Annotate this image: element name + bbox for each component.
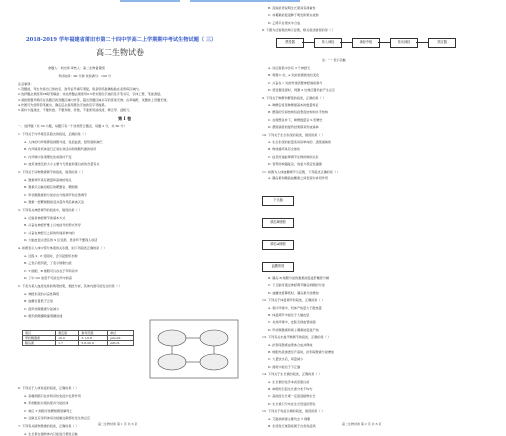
answer-option: B. 刺激 b 处，a 处能检测到电位变化 [268, 73, 320, 78]
answer-option: C. 赤霉素能促进种子萌发和果实成熟 [268, 13, 319, 18]
answer-option: A. 生长素在植物体内只能进行极性运输 [24, 431, 78, 436]
question-stem: 3. 下列有关神经调节的叙述中，错误的是（ ） [18, 208, 82, 212]
note-line: 3.请按照题号顺序在各题目的答题区域内作答，超出答题区域书写的答案无效；在草稿纸、试题卷上答题无效。 [18, 97, 170, 102]
exam-title: 2018-2019 学年福建省莆田市第二十四中学高二上学期期中考试生物试题（ 三） [26, 37, 217, 43]
answer-option: C. 高浓度生长素一定促进植物生长 [268, 394, 316, 399]
question-stem: 7. 下列有关植物激素的叙述，正确的是（ ） [18, 424, 79, 428]
diagram-box-effector: 效应器 [428, 38, 456, 48]
table-cell: 3.1-6.8 [79, 336, 108, 341]
question-stem: 9. 下列关于种群和群落的叙述，正确的是（ ） [262, 95, 326, 100]
lab-result-table [22, 330, 134, 346]
diagram-box-hypothalamus: 下丘脑 [262, 196, 294, 206]
answer-option: D. 渴觉中枢位于下丘脑 [268, 364, 301, 369]
answer-option: A. 激素调节具有微量和高效的特点 [24, 177, 72, 182]
answer-option: B. 物质循环具有全球性 [268, 147, 301, 152]
answer-option: D. 大脑皮层言语区的 S 区受损，患者听不懂别人讲话 [24, 238, 98, 243]
answer-option: B. 内环境是机体进行正常生命活动和细胞代谢的场所 [24, 147, 97, 152]
table-header-cell: 项目 [23, 331, 56, 336]
answer-option: B. 顶端优势说明生长素具有两重性 [268, 6, 316, 10]
diagram-caption: 注：“ ” 表示突触 [322, 58, 346, 62]
answer-option: A. 反射是神经调节的基本方式 [24, 215, 66, 220]
answer-option: A. 生长素的化学本质是蛋白质 [268, 379, 310, 384]
section-1-desc: 一、选择题（共 30 小题，每题只有一个选项符合题意，每题 2 分，共 60 分） [18, 124, 127, 128]
question-stem: 4. 如图表示人体中部分体液的关系图，则下列叙述正确的是（ ） [18, 246, 107, 250]
answer-option: D. 激素一经靶细胞接受并起作用后就被灭活 [24, 200, 85, 205]
table-row [23, 341, 134, 346]
answer-option: D. 组织细胞摄取葡萄糖加速 [24, 314, 63, 319]
answer-option: D. 血糖浓度降低时，胰岛素分泌增加 [268, 290, 319, 295]
answer-option: C. 大量饮水后，尿量减少 [268, 357, 304, 362]
question-stem: 1. 下列关于内环境及其稳态的叙述，正确的是（ ） [18, 132, 88, 136]
answer-option: C. T 细胞、B 细胞可以存在于甲和丙中 [24, 268, 78, 273]
diagram-box-afferent: 传入神经 [314, 38, 342, 48]
diagram-box-alpha-cell: 胰岛A细胞 [262, 240, 294, 250]
exam-subtitle: 高二生物试卷 [96, 48, 144, 57]
question-stem: 10. 下列关于生态系统的叙述，错误的是（ ） [262, 132, 325, 137]
answer-option: A. 寒冷环境中，机体产热量大于散热量 [268, 305, 322, 310]
answer-option: A. 人体的内环境即指细胞外液，包括血液、组织液和淋巴 [24, 139, 103, 144]
diagram-arrow [340, 42, 352, 43]
table-cell: 1.7 [56, 341, 79, 346]
question-stem: 11. 如图为人体血糖调节示意图，下列叙述正确的是（ ） [262, 169, 341, 174]
diagram-box-efferent: 传出神经 [390, 38, 418, 48]
note-line: 注意事项： [18, 82, 34, 86]
note-line: 2.选择题必须使用2B铅笔填涂；非选择题必须使用0.5毫米黑色字迹的签字笔书写，字体工整、笔迹清楚。 [18, 92, 164, 97]
answer-option: D. 甲状腺激素和肾上腺素能促进产热 [268, 327, 319, 332]
answer-option: C. 兴奋在 c 处的传递需要神经递质参与 [268, 80, 323, 85]
question-stem: 14. 下列关于生长素的叙述，正确的是（ ） [262, 372, 322, 377]
answer-option: B. 细胞外液渗透压升高时，抗利尿激素分泌增加 [268, 350, 335, 354]
meta-line-2: 考试时间：90 分钟 试卷满分：100 分 [58, 74, 112, 78]
table-header-cell: 单位 [108, 331, 134, 336]
section-1-label: 第 I 卷 [118, 116, 132, 121]
question-stem: 5. 下表为某人血液化验的两项结果，据此分析，其体内最可能发生的是（ ） [18, 284, 122, 288]
left-page-footer: 高二生物试卷 第 1 页 共 6 页 [98, 422, 138, 426]
answer-option: D. 血浆渗透压的大小主要与无机盐和蛋白质的含量有关 [24, 162, 100, 167]
question-stem: 15. 下列关于免疫失调的叙述，错误的是（ ） [262, 409, 325, 414]
table-cell: 胰岛素 [23, 341, 56, 346]
note-line: 1.答题前，考生先将自己的姓名、准考证号填写清楚，将条形码准确粘贴在条形码区域内。 [18, 87, 142, 92]
answer-option: C. 内环境中各项理化性质保持不变 [24, 154, 72, 159]
table-cell: pmol/L [108, 336, 134, 341]
question-stem: 2. 下列关于动物激素调节的叙述，错误的是（ ） [18, 170, 85, 174]
answer-option: D. 感受器受损时，刺激 d 处效应器仍能产生反应 [268, 88, 336, 93]
diagram-box-center: 神经中枢 [352, 38, 380, 48]
answer-option: D. 生长素只分布在生长旺盛的部位 [268, 401, 316, 406]
answer-option: B. 兴奋在神经纤维上以电信号的形式传导 [24, 223, 81, 228]
answer-option: D. 过敏反应是机体初次接触过敏原时发生的反应 [24, 416, 91, 421]
answer-option: B. 体温调节中枢位于大脑皮层 [268, 313, 310, 317]
table-cell: mIU/L [108, 341, 134, 346]
answer-option: D. 群落演替的最终结果都是形成森林 [268, 125, 319, 130]
answer-option: B. 浆细胞能识别抗原并分泌抗体 [24, 401, 69, 406]
question-stem: 12. 下列关于体温调节的叙述，正确的是（ ） [262, 298, 325, 303]
answer-option: C. 促甲状腺激素分泌减少 [24, 306, 60, 311]
table-cell: 10.0 [56, 336, 79, 341]
table-header-cell: 测定值 [56, 331, 79, 336]
answer-option: B. 胰岛 B 细胞分泌的激素能促进肝糖原分解 [268, 276, 330, 280]
answer-option: B. 血糖含量低于正常 [24, 299, 53, 304]
meta-line-1: 命题人：刘志鸿 审核人：高二生物备课组 [48, 66, 105, 70]
answer-option: A. 抗利尿激素由垂体合成并释放 [268, 342, 313, 347]
answer-option: B. 激素只运输给相应的靶器官、靶细胞 [24, 185, 78, 190]
answer-option: A. 过程 2、6 受阻时，会引起组织水肿 [24, 253, 78, 258]
answer-option: B. 乙表示组织液，丁表示细胞内液 [24, 261, 72, 266]
answer-option: C. 效应 T 细胞可使靶细胞裂解死亡 [24, 408, 73, 413]
diagram-arrow [416, 42, 428, 43]
answer-option: D. 丁中 O2 浓度不可能比甲中的高 [24, 276, 72, 281]
answer-option: B. 单侧光引起生长素分布不均匀 [268, 387, 313, 391]
answer-option: A. 胰岛素和胰高血糖素之间表现为协同作用 [268, 176, 328, 180]
answer-option: A. 艾滋病病毒主要攻击 T 细胞 [268, 416, 311, 421]
right-page-footer: 高二生物试卷 第 2 页 共 6 页 [342, 422, 382, 426]
answer-option: B. 群落的空间结构包括垂直结构和水平结构 [268, 110, 328, 115]
answer-option: D. 乙烯只在果实中合成 [268, 20, 301, 25]
body-fluid-diagram [148, 318, 240, 380]
diagram-box-glucose: 血糖浓度 [262, 262, 294, 272]
answer-option: A. 种群密度是种群最基本的数量特征 [268, 103, 319, 107]
diagram-box-receptor: 感受器 [276, 38, 304, 48]
diagram-arrow [302, 42, 314, 43]
answer-option: C. 信息传递能够调节生物的种间关系 [268, 154, 319, 159]
table-cell: 甲状腺激素 [23, 336, 56, 341]
question-stem: 6. 下列关于人体免疫的叙述，正确的是（ ） [18, 386, 79, 390]
answer-option: B. 系统性红斑狼疮属于自身免疫病 [268, 424, 316, 428]
answer-option: C. 在理想条件下，种群数量呈 S 型增长 [268, 117, 323, 122]
diagram-box-beta-cell: 胰岛B细胞 [262, 218, 294, 228]
top-color-mark [0, 0, 506, 4]
table-header-cell: 参考范围 [79, 331, 108, 336]
answer-option: D. 营养结构越复杂，恢复力稳定性越强 [268, 162, 322, 167]
answer-option: A. 神经系统的兴奋性降低 [24, 291, 60, 296]
question-stem: 8. 下图为反射弧结构示意图，相关叙述错误的是（ ） [262, 28, 335, 33]
answer-option: C. 下丘脑可通过神经调节胰岛细胞的分泌 [268, 283, 325, 288]
answer-option: C. 兴奋在神经元之间的传递是单向的 [24, 230, 75, 235]
answer-option: C. 炎热环境中，皮肤毛细血管收缩 [268, 320, 316, 325]
answer-option: A. 生态系统的能量流动是单向的、逐级递减的 [268, 140, 331, 144]
question-stem: 13. 下列有关水盐平衡调节的叙述，正确的是（ ） [262, 335, 331, 340]
table-cell: 5.0-20.0 [79, 341, 108, 346]
note-line: 4.作图可先使用铅笔画出，确定后必须用黑色字迹的签字笔描黑。 [18, 102, 108, 107]
answer-option: A. 该反射弧中含有 3 个神经元 [268, 66, 311, 70]
note-line: 5.保持卡面清洁，不要折叠、不要弄破、弄皱，不准使用涂改液、修正带、刮纸刀。 [18, 108, 133, 112]
answer-option: A. 吞噬细胞只在非特异性免疫中发挥作用 [24, 393, 81, 398]
answer-option: C. 甲状腺激素的分泌存在分级调节和反馈调节 [24, 192, 88, 197]
diagram-arrow [378, 42, 390, 43]
